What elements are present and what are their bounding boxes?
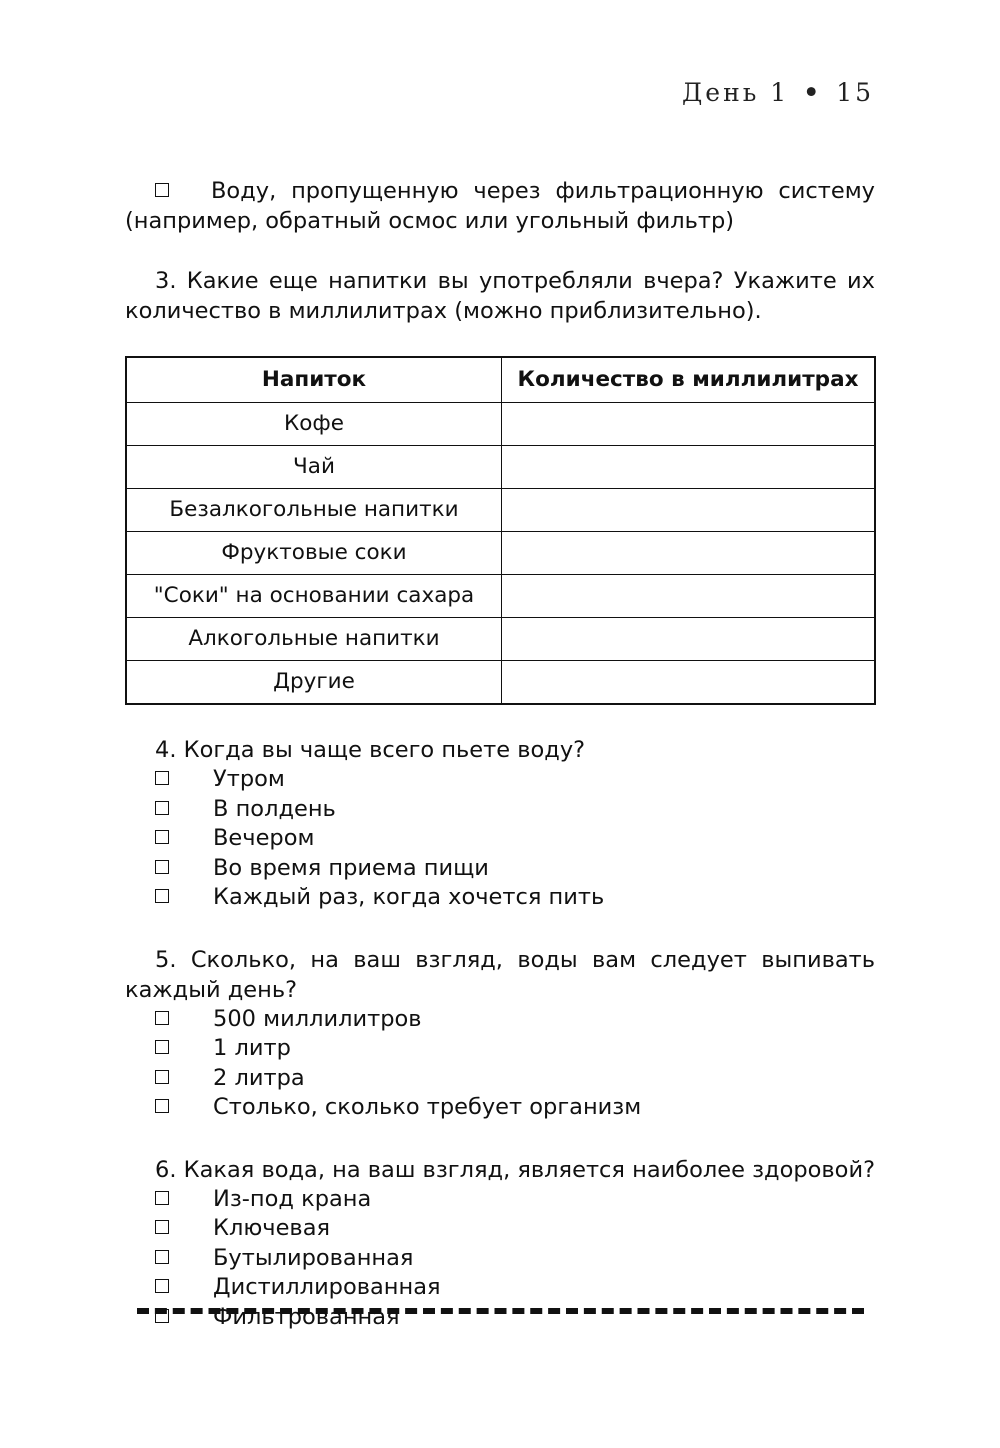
continued-option-text: Воду, пропущенную через фильтрационную систему (например, обратный осмос или угольный фильтр) bbox=[125, 178, 875, 234]
drink-cell: Чай bbox=[126, 446, 502, 489]
option-label: 500 миллилитров bbox=[213, 1005, 422, 1032]
drink-cell: "Соки" на основании сахара bbox=[126, 575, 502, 618]
option-label: Утром bbox=[213, 766, 285, 792]
question-3: 3. Какие еще напитки вы употребляли вчера? Укажите их количество в миллилитрах (можно приблизительно). bbox=[125, 268, 875, 324]
option-item bbox=[125, 824, 875, 854]
option-label: 2 литра bbox=[213, 1064, 305, 1091]
option-item bbox=[125, 1303, 875, 1333]
table-row bbox=[126, 661, 875, 705]
checkbox[interactable] bbox=[155, 1220, 169, 1234]
amount-cell[interactable] bbox=[502, 661, 876, 705]
checkbox[interactable] bbox=[155, 889, 169, 903]
option-item bbox=[125, 1093, 875, 1123]
amount-cell[interactable] bbox=[502, 618, 876, 661]
checkbox[interactable] bbox=[155, 1099, 169, 1113]
drink-cell: Алкогольные напитки bbox=[126, 618, 502, 661]
drink-cell: Безалкогольные напитки bbox=[126, 489, 502, 532]
amount-cell[interactable] bbox=[502, 403, 876, 446]
option-item bbox=[125, 1273, 875, 1303]
checkbox[interactable] bbox=[155, 1191, 169, 1205]
question-4-block bbox=[125, 735, 875, 913]
table-row bbox=[126, 489, 875, 532]
header-amount: Количество в миллилитрах bbox=[502, 357, 876, 403]
option-item bbox=[125, 883, 875, 913]
question-6-block bbox=[125, 1155, 875, 1333]
option-label: Столько, сколько требует организм bbox=[213, 1094, 642, 1120]
drink-cell: Фруктовые соки bbox=[126, 532, 502, 575]
option-item bbox=[125, 1034, 875, 1064]
checkbox[interactable] bbox=[155, 771, 169, 785]
page-number: 15 bbox=[836, 78, 874, 107]
header-separator: • bbox=[803, 78, 823, 107]
option-item bbox=[125, 765, 875, 795]
question-5: 5. Сколько, на ваш взгляд, воды вам следует выпивать каждый день? bbox=[125, 946, 875, 1003]
table-row bbox=[126, 532, 875, 575]
option-label: Фильтрованная bbox=[213, 1303, 400, 1330]
table-row bbox=[126, 446, 875, 489]
checkbox[interactable] bbox=[155, 1040, 169, 1054]
question-4: 4. Когда вы чаще всего пьете воду? bbox=[155, 737, 586, 763]
question-5-block bbox=[125, 945, 875, 1123]
table-row bbox=[126, 575, 875, 618]
amount-cell[interactable] bbox=[502, 575, 876, 618]
checkbox[interactable] bbox=[155, 860, 169, 874]
checkbox[interactable] bbox=[155, 830, 169, 844]
checkbox[interactable] bbox=[155, 1011, 169, 1025]
running-title: День 1 bbox=[681, 78, 790, 107]
option-label: Вечером bbox=[213, 825, 315, 851]
checkbox[interactable] bbox=[155, 1279, 169, 1293]
drink-cell: Кофе bbox=[126, 403, 502, 446]
checkbox[interactable] bbox=[155, 801, 169, 815]
option-label: Бутылированная bbox=[213, 1244, 414, 1271]
amount-cell[interactable] bbox=[502, 532, 876, 575]
amount-cell[interactable] bbox=[502, 446, 876, 489]
option-item bbox=[125, 1244, 875, 1274]
option-label: 1 литр bbox=[213, 1035, 291, 1061]
option-label: Ключевая bbox=[213, 1215, 331, 1241]
table-row bbox=[126, 618, 875, 661]
option-item bbox=[125, 1064, 875, 1094]
checkbox[interactable] bbox=[155, 1250, 169, 1264]
running-header bbox=[682, 78, 874, 107]
option-item bbox=[125, 1185, 875, 1215]
option-item bbox=[125, 795, 875, 825]
table-header-row bbox=[126, 357, 875, 403]
checkbox[interactable] bbox=[155, 1070, 169, 1084]
table-row bbox=[126, 403, 875, 446]
option-label: Во время приема пищи bbox=[213, 854, 489, 881]
amount-cell[interactable] bbox=[502, 489, 876, 532]
question-6: 6. Какая вода, на ваш взгляд, является наиболее здоровой? bbox=[155, 1156, 876, 1183]
continued-option bbox=[125, 176, 875, 236]
option-item bbox=[125, 854, 875, 884]
option-item bbox=[125, 1214, 875, 1244]
page-content bbox=[125, 176, 875, 1332]
dashed-cut-line bbox=[137, 1308, 864, 1314]
option-label: Из-под крана bbox=[213, 1185, 372, 1212]
option-label: В полдень bbox=[213, 795, 336, 822]
drinks-table bbox=[125, 356, 876, 705]
drink-cell: Другие bbox=[126, 661, 502, 705]
header-drink: Напиток bbox=[126, 357, 502, 403]
option-item bbox=[125, 1005, 875, 1035]
option-label: Дистиллированная bbox=[213, 1274, 441, 1300]
checkbox-filtered-system[interactable] bbox=[155, 183, 169, 197]
option-label: Каждый раз, когда хочется пить bbox=[213, 884, 605, 910]
